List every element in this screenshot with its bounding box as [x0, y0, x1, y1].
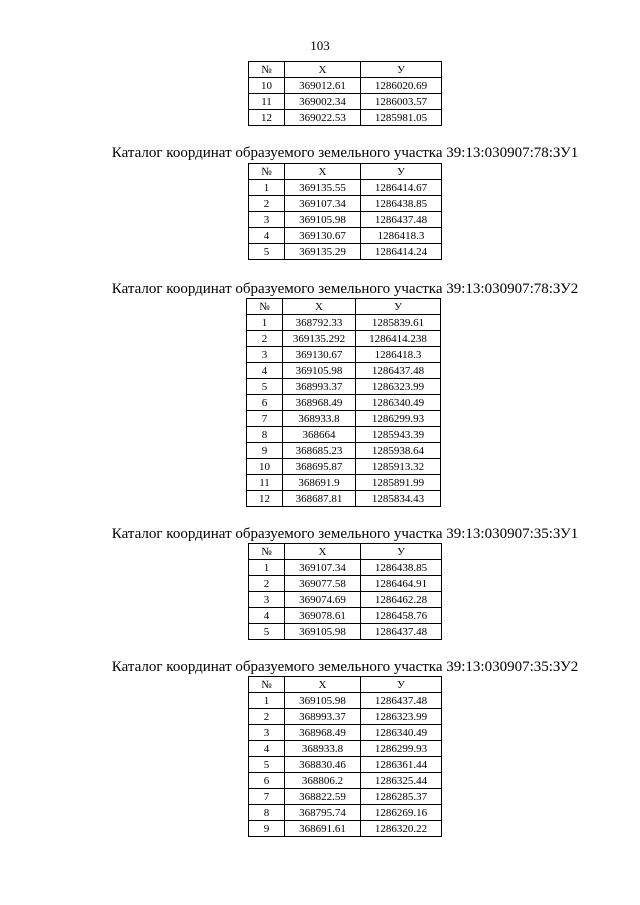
- point-number-cell: 3: [249, 725, 285, 741]
- table-row: [247, 379, 441, 395]
- table-row: [249, 757, 442, 773]
- table-row: [247, 315, 441, 331]
- table-row: [249, 592, 442, 608]
- column-header-num: №: [249, 62, 285, 78]
- x-coordinate-cell: 369107.34: [285, 196, 361, 212]
- x-coordinate-cell: 369135.292: [283, 331, 356, 347]
- x-coordinate-cell: 368687.81: [283, 491, 356, 507]
- y-coordinate-cell: 1285943.39: [356, 427, 441, 443]
- table-row: [249, 709, 442, 725]
- column-header-y: У: [356, 299, 441, 315]
- coordinate-table-35-zu1: [248, 543, 442, 640]
- point-number-cell: 1: [249, 180, 285, 196]
- table-row: [247, 491, 441, 507]
- caption-78-zu2: Каталог координат образуемого земельного участка 39:13:030907:78:ЗУ2: [111, 281, 579, 297]
- x-coordinate-cell: 368933.8: [283, 411, 356, 427]
- x-coordinate-cell: 368685.23: [283, 443, 356, 459]
- point-number-cell: 7: [249, 789, 285, 805]
- y-coordinate-cell: 1286003.57: [361, 94, 442, 110]
- column-header-num: №: [249, 544, 285, 560]
- y-coordinate-cell: 1286323.99: [361, 709, 442, 725]
- caption-35-zu1: Каталог координат образуемого земельного участка 39:13:030907:35:ЗУ1: [111, 526, 579, 542]
- x-coordinate-cell: 369130.67: [285, 228, 361, 244]
- y-coordinate-cell: 1286340.49: [361, 725, 442, 741]
- table-row: [249, 212, 442, 228]
- table-row: [247, 395, 441, 411]
- point-number-cell: 10: [249, 78, 285, 94]
- caption-78-zu1: Каталог координат образуемого земельного участка 39:13:030907:78:ЗУ1: [111, 145, 579, 161]
- table-row: [249, 228, 442, 244]
- point-number-cell: 1: [249, 693, 285, 709]
- table-row: [249, 78, 442, 94]
- y-coordinate-cell: 1286437.48: [361, 212, 442, 228]
- y-coordinate-cell: 1286458.76: [361, 608, 442, 624]
- point-number-cell: 5: [247, 379, 283, 395]
- table-row: [247, 363, 441, 379]
- table-row: [247, 459, 441, 475]
- column-header-x: X: [285, 544, 361, 560]
- column-header-x: X: [283, 299, 356, 315]
- column-header-num: №: [247, 299, 283, 315]
- y-coordinate-cell: 1285834.43: [356, 491, 441, 507]
- x-coordinate-cell: 369105.98: [285, 624, 361, 640]
- table-row: [249, 821, 442, 837]
- x-coordinate-cell: 368691.61: [285, 821, 361, 837]
- y-coordinate-cell: 1286464.91: [361, 576, 442, 592]
- column-header-x: X: [285, 62, 361, 78]
- point-number-cell: 8: [247, 427, 283, 443]
- point-number-cell: 12: [249, 110, 285, 126]
- table-header-row: [249, 544, 442, 560]
- point-number-cell: 9: [249, 821, 285, 837]
- x-coordinate-cell: 369107.34: [285, 560, 361, 576]
- x-coordinate-cell: 369002.34: [285, 94, 361, 110]
- x-coordinate-cell: 369105.98: [283, 363, 356, 379]
- y-coordinate-cell: 1286323.99: [356, 379, 441, 395]
- column-header-y: У: [361, 677, 442, 693]
- x-coordinate-cell: 368993.37: [283, 379, 356, 395]
- table-row: [249, 789, 442, 805]
- x-coordinate-cell: 368933.8: [285, 741, 361, 757]
- y-coordinate-cell: 1286418.3: [361, 228, 442, 244]
- point-number-cell: 1: [247, 315, 283, 331]
- point-number-cell: 4: [247, 363, 283, 379]
- x-coordinate-cell: 368993.37: [285, 709, 361, 725]
- y-coordinate-cell: 1285891.99: [356, 475, 441, 491]
- y-coordinate-cell: 1286418.3: [356, 347, 441, 363]
- table-header-row: [247, 299, 441, 315]
- x-coordinate-cell: 368664: [283, 427, 356, 443]
- table-row: [247, 331, 441, 347]
- table-row: [249, 805, 442, 821]
- y-coordinate-cell: 1286320.22: [361, 821, 442, 837]
- table-row: [249, 725, 442, 741]
- column-header-num: №: [249, 677, 285, 693]
- x-coordinate-cell: 369130.67: [283, 347, 356, 363]
- coordinate-table-78-zu1: [248, 163, 442, 260]
- point-number-cell: 8: [249, 805, 285, 821]
- x-coordinate-cell: 368695.87: [283, 459, 356, 475]
- x-coordinate-cell: 368795.74: [285, 805, 361, 821]
- point-number-cell: 10: [247, 459, 283, 475]
- y-coordinate-cell: 1286340.49: [356, 395, 441, 411]
- table-row: [249, 608, 442, 624]
- coordinate-table-35-zu2: [248, 676, 442, 837]
- point-number-cell: 1: [249, 560, 285, 576]
- y-coordinate-cell: 1286437.48: [356, 363, 441, 379]
- table-row: [249, 624, 442, 640]
- y-coordinate-cell: 1285938.64: [356, 443, 441, 459]
- y-coordinate-cell: 1286438.85: [361, 196, 442, 212]
- y-coordinate-cell: 1286437.48: [361, 624, 442, 640]
- y-coordinate-cell: 1286437.48: [361, 693, 442, 709]
- column-header-y: У: [361, 164, 442, 180]
- caption-35-zu2: Каталог координат образуемого земельного участка 39:13:030907:35:ЗУ2: [111, 659, 579, 675]
- x-coordinate-cell: 369012.61: [285, 78, 361, 94]
- y-coordinate-cell: 1285981.05: [361, 110, 442, 126]
- table-row: [247, 411, 441, 427]
- x-coordinate-cell: 368792.33: [283, 315, 356, 331]
- point-number-cell: 3: [249, 592, 285, 608]
- table-row: [249, 741, 442, 757]
- point-number-cell: 11: [249, 94, 285, 110]
- point-number-cell: 7: [247, 411, 283, 427]
- x-coordinate-cell: 368822.59: [285, 789, 361, 805]
- y-coordinate-cell: 1286299.93: [361, 741, 442, 757]
- point-number-cell: 12: [247, 491, 283, 507]
- table-row: [249, 110, 442, 126]
- y-coordinate-cell: 1286269.16: [361, 805, 442, 821]
- y-coordinate-cell: 1286462.28: [361, 592, 442, 608]
- table-row: [249, 576, 442, 592]
- x-coordinate-cell: 369135.29: [285, 244, 361, 260]
- x-coordinate-cell: 368830.46: [285, 757, 361, 773]
- y-coordinate-cell: 1286438.85: [361, 560, 442, 576]
- column-header-y: У: [361, 62, 442, 78]
- column-header-x: X: [285, 677, 361, 693]
- y-coordinate-cell: 1286414.24: [361, 244, 442, 260]
- y-coordinate-cell: 1286414.67: [361, 180, 442, 196]
- point-number-cell: 4: [249, 228, 285, 244]
- page-number: 103: [310, 38, 330, 53]
- table-row: [247, 443, 441, 459]
- coordinate-table-1: [248, 61, 442, 126]
- point-number-cell: 11: [247, 475, 283, 491]
- point-number-cell: 5: [249, 244, 285, 260]
- table-header-row: [249, 62, 442, 78]
- table-header-row: [249, 677, 442, 693]
- x-coordinate-cell: 369074.69: [285, 592, 361, 608]
- point-number-cell: 3: [249, 212, 285, 228]
- y-coordinate-cell: 1286325.44: [361, 773, 442, 789]
- table-row: [249, 180, 442, 196]
- column-header-num: №: [249, 164, 285, 180]
- point-number-cell: 2: [249, 576, 285, 592]
- coordinate-table-78-zu2: [246, 298, 441, 507]
- x-coordinate-cell: 369022.53: [285, 110, 361, 126]
- y-coordinate-cell: 1286299.93: [356, 411, 441, 427]
- table-row: [249, 560, 442, 576]
- table-row: [247, 475, 441, 491]
- point-number-cell: 5: [249, 624, 285, 640]
- y-coordinate-cell: 1285839.61: [356, 315, 441, 331]
- y-coordinate-cell: 1286020.69: [361, 78, 442, 94]
- point-number-cell: 3: [247, 347, 283, 363]
- table-row: [247, 347, 441, 363]
- table-row: [247, 427, 441, 443]
- column-header-y: У: [361, 544, 442, 560]
- point-number-cell: 2: [249, 196, 285, 212]
- table-row: [249, 244, 442, 260]
- x-coordinate-cell: 368691.9: [283, 475, 356, 491]
- table-row: [249, 693, 442, 709]
- table-row: [249, 94, 442, 110]
- x-coordinate-cell: 369105.98: [285, 212, 361, 228]
- table-row: [249, 196, 442, 212]
- point-number-cell: 2: [249, 709, 285, 725]
- y-coordinate-cell: 1285913.32: [356, 459, 441, 475]
- y-coordinate-cell: 1286414.238: [356, 331, 441, 347]
- x-coordinate-cell: 369105.98: [285, 693, 361, 709]
- x-coordinate-cell: 368968.49: [283, 395, 356, 411]
- x-coordinate-cell: 369078.61: [285, 608, 361, 624]
- point-number-cell: 9: [247, 443, 283, 459]
- point-number-cell: 6: [249, 773, 285, 789]
- point-number-cell: 4: [249, 608, 285, 624]
- point-number-cell: 6: [247, 395, 283, 411]
- table-row: [249, 773, 442, 789]
- table-header-row: [249, 164, 442, 180]
- point-number-cell: 2: [247, 331, 283, 347]
- x-coordinate-cell: 369135.55: [285, 180, 361, 196]
- x-coordinate-cell: 368806.2: [285, 773, 361, 789]
- y-coordinate-cell: 1286285.37: [361, 789, 442, 805]
- point-number-cell: 5: [249, 757, 285, 773]
- y-coordinate-cell: 1286361.44: [361, 757, 442, 773]
- x-coordinate-cell: 368968.49: [285, 725, 361, 741]
- point-number-cell: 4: [249, 741, 285, 757]
- column-header-x: X: [285, 164, 361, 180]
- x-coordinate-cell: 369077.58: [285, 576, 361, 592]
